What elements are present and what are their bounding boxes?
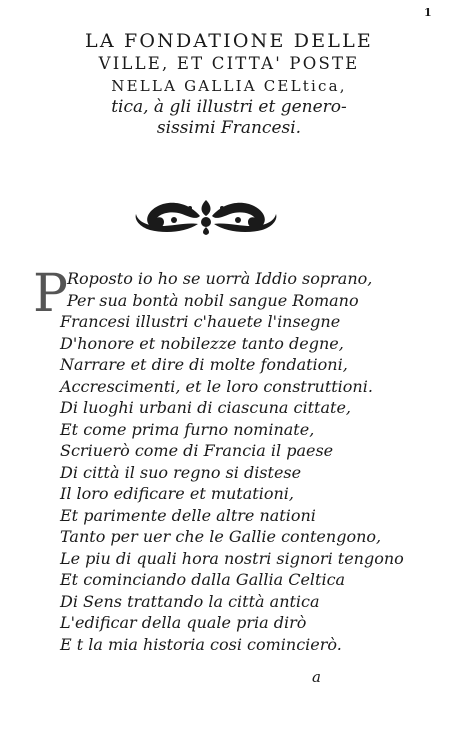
poem-line-12: Et parimente delle altre nationi bbox=[60, 505, 316, 525]
poem-line-15: Et cominciando dalla Gallia Celtica bbox=[60, 570, 346, 589]
poem-line-10: Di città il suo regno si distese bbox=[60, 462, 302, 482]
poem-line-4: D'honore et nobilezze tanto degne, bbox=[60, 333, 344, 353]
drop-cap: P bbox=[33, 264, 68, 324]
poem-line-17: L'edificar della quale pria dirò bbox=[60, 613, 307, 632]
title-line-4: tica, à gli illustri et genero- bbox=[111, 96, 347, 117]
poem-line-7: Di luoghi urbani di ciascuna cittate, bbox=[60, 398, 352, 417]
poem-line-5: Narrare et dire di molte fondationi, bbox=[60, 355, 348, 374]
poem-line-14: Le piu di quali hora nostri signori tengono bbox=[60, 548, 404, 568]
poem-line-16: Di Sens trattando la città antica bbox=[60, 591, 320, 611]
poem-line-2: Per sua bontà nobil sangue Romano bbox=[67, 290, 359, 310]
title-line-1: LA FONDATIONE DELLE bbox=[85, 30, 373, 52]
poem-line-9: Scriuerò come di Francia il paese bbox=[60, 441, 334, 460]
poem-line-6: Accrescimenti, et le loro construttioni. bbox=[60, 376, 373, 396]
page-number: 1 bbox=[424, 6, 432, 19]
fleuron-ornament-icon bbox=[130, 196, 282, 236]
title-line-2: VILLE, ET CITTA' POSTE bbox=[98, 54, 360, 73]
title-block bbox=[0, 32, 458, 137]
poem-line-1: Roposto io ho se uorrà Iddio soprano, bbox=[67, 269, 373, 288]
catchword: a bbox=[312, 668, 321, 686]
poem-line-11: Il loro edificare et mutationi, bbox=[60, 484, 294, 503]
poem-line-8: Et come prima furno nominate, bbox=[60, 419, 315, 439]
title-line-3: NELLA GALLIA CELtica, bbox=[111, 76, 347, 95]
poem-line-3: Francesi illustri c'hauete l'insegne bbox=[60, 312, 341, 331]
poem bbox=[33, 264, 443, 655]
poem-line-13: Tanto per uer che le Gallie contengono, bbox=[60, 527, 382, 546]
poem-line-18: E t la mia historia cosi comincierò. bbox=[60, 634, 342, 654]
title-line-5: sissimi Francesi. bbox=[156, 117, 302, 138]
